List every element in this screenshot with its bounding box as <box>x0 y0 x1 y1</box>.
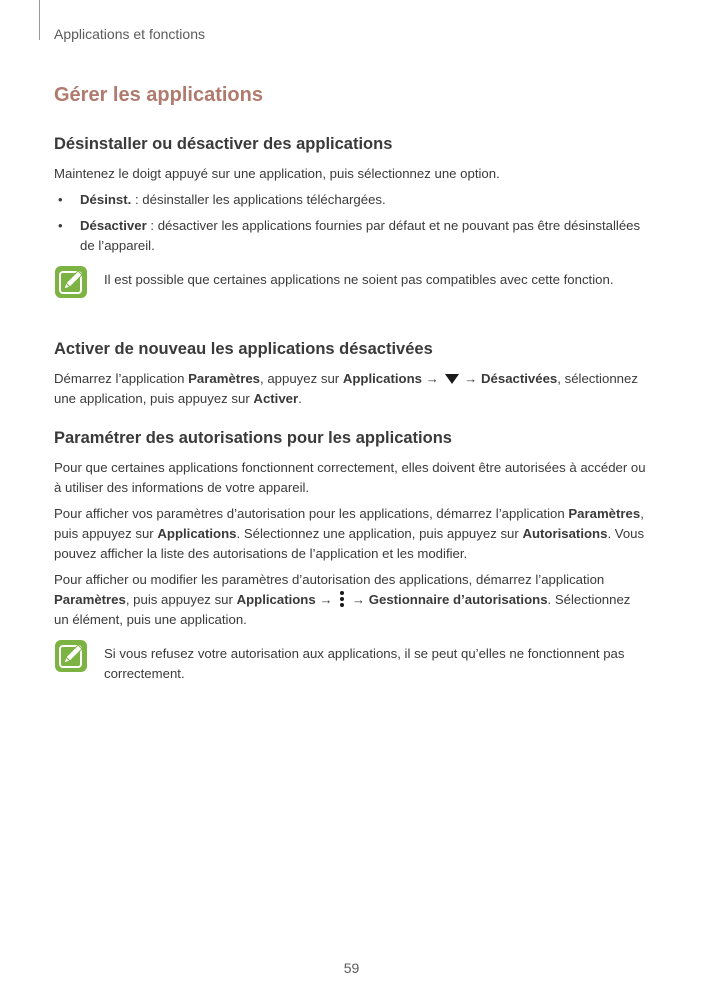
arrow: → <box>348 592 369 607</box>
text-run: . <box>298 391 302 406</box>
text-run: , appuyez sur <box>260 371 343 386</box>
ui-term: Applications <box>236 592 316 607</box>
option-term: Désactiver <box>80 218 147 233</box>
text-run: . Sélectionnez un élément, puis une application. <box>54 592 631 627</box>
more-options-icon <box>338 590 346 608</box>
permissions-para-2 <box>54 504 646 564</box>
bullet-dot: • <box>58 192 63 207</box>
permissions-para-3 <box>54 570 646 630</box>
section-heading-permissions: Paramétrer des autorisations pour les applications <box>54 429 452 447</box>
note-pencil-icon <box>54 265 88 299</box>
text-run: Pour afficher ou modifier les paramètres d’autorisation des applications, démarrez l’application <box>54 572 605 587</box>
ui-term: Applications <box>342 371 422 386</box>
section1-intro: Maintenez le doigt appuyé sur une application, puis sélectionnez une option. <box>54 166 500 181</box>
text-run: , sélectionnez une application, puis appuyez sur <box>54 371 638 406</box>
text-run: , puis appuyez sur <box>125 592 237 607</box>
note-text: Si vous refusez votre autorisation aux applications, il se peut qu’elles ne fonctionnent pas correctement. <box>104 646 625 681</box>
arrow: → <box>421 371 443 386</box>
note-text: Il est possible que certaines applications ne soient pas compatibles avec cette fonction. <box>104 272 614 287</box>
text-run: . Vous pouvez afficher la liste des autorisations de l’application et les modifier. <box>54 526 645 561</box>
text-run: Pour afficher vos paramètres d’autorisation pour les applications, démarrez l’application <box>54 506 569 521</box>
note-box <box>54 270 646 304</box>
bullet-dot: • <box>58 218 63 233</box>
ui-term: Gestionnaire d’autorisations <box>368 592 548 607</box>
ui-term: Désactivées <box>481 371 558 386</box>
page-title: Gérer les applications <box>54 84 263 106</box>
option-text: : désactiver les applications fournies par défaut et ne pouvant pas être désinstallées de l’appareil. <box>80 218 641 253</box>
ui-term: Autorisations <box>522 526 608 541</box>
section2-instructions <box>54 369 646 409</box>
option-text: : désinstaller les applications téléchargées. <box>131 192 386 207</box>
option-term: Désinst. <box>80 192 132 207</box>
text-run: . Sélectionnez une application, puis appuyez sur <box>236 526 523 541</box>
section-heading-uninstall: Désinstaller ou désactiver des applications <box>54 135 393 153</box>
ui-term: Paramètres <box>54 592 126 607</box>
ui-term: Paramètres <box>568 506 641 521</box>
dropdown-triangle-icon <box>445 374 459 384</box>
ui-term: Activer <box>253 391 299 406</box>
ui-term: Paramètres <box>188 371 260 386</box>
page-content <box>54 80 646 684</box>
running-header: Applications et fonctions <box>54 26 205 42</box>
section-permissions <box>54 429 646 684</box>
note-box <box>54 644 646 684</box>
text-run: Démarrez l’application <box>54 371 189 386</box>
arrow: → <box>460 371 482 386</box>
list-item <box>54 190 646 210</box>
page-number: 59 <box>343 960 360 976</box>
text-run: , puis appuyez sur <box>54 506 644 541</box>
section-heading-reactivate: Activer de nouveau les applications désactivées <box>54 340 433 358</box>
arrow: → <box>315 592 337 607</box>
section-reactivate <box>54 340 646 409</box>
header-rule <box>39 0 40 40</box>
note-pencil-icon <box>54 639 88 673</box>
option-list <box>54 190 646 256</box>
permissions-para-1: Pour que certaines applications fonctionnent correctement, elles doivent être autorisées à accéder ou à utiliser des informations de votre appareil. <box>54 460 646 495</box>
ui-term: Applications <box>157 526 237 541</box>
list-item <box>54 216 646 256</box>
